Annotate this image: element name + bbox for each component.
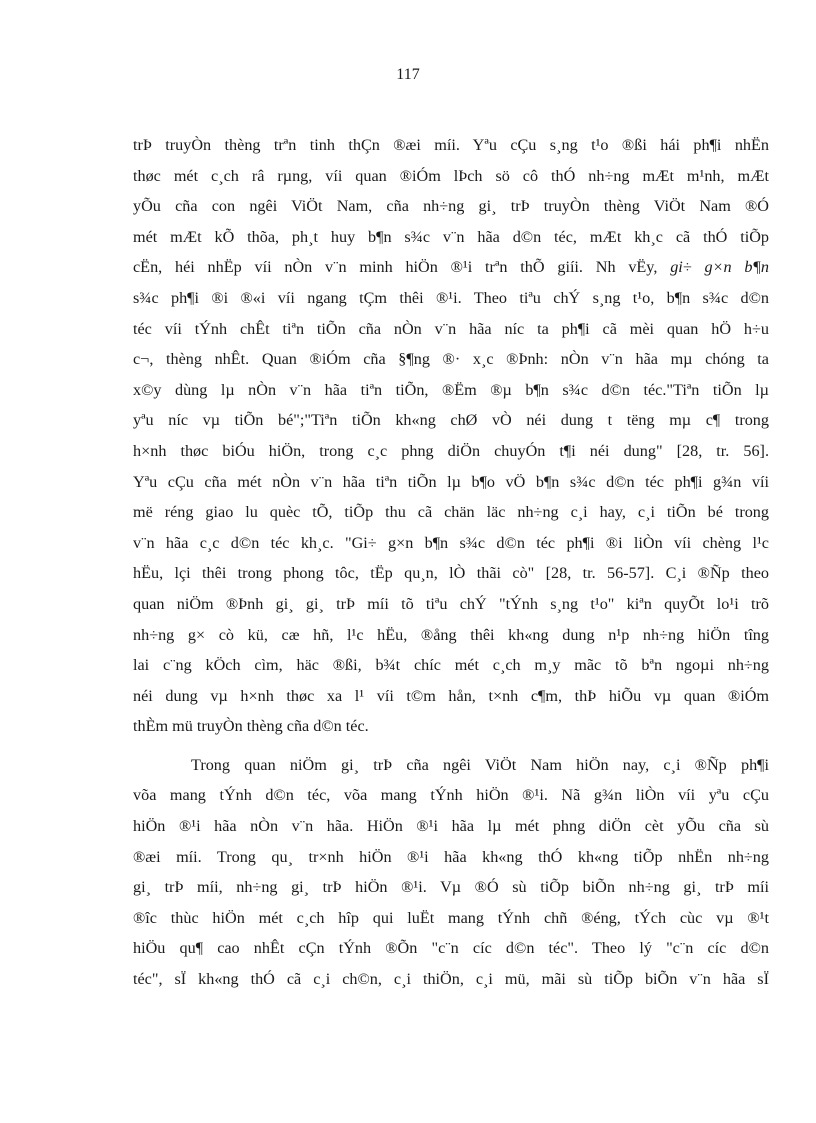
text-line: hiÖn ®¹i hãa nÒn v¨n hãa. HiÖn ®¹i hãa lµ mét phng diÖn cèt yÕu cña sù	[133, 817, 769, 836]
text-line	[133, 252, 769, 283]
page-number: 117	[396, 66, 420, 83]
text-line: téc", sÏ kh«ng thÓ cã c¸i ch©n, c¸i thiÖn, c¸i mü, mãi sù tiÕp biÕn v¨n hãa sÏ	[133, 970, 769, 989]
text-line: lai c¨ng kÖch cìm, häc ®ßi, b¾t chíc mét c¸ch m¸y mãc tõ bªn ngoµi nh÷ng	[133, 656, 769, 675]
text-line: v¨n hãa c¸c d©n téc kh¸c. "Gi÷ g×n b¶n s¾c d©n téc ph¶i ®i liÒn víi chèng l¹c	[133, 533, 769, 552]
text-line: Yªu cÇu cña mét nÒn v¨n hãa tiªn tiÕn lµ b¶o vÖ b¶n s¾c d©n téc ph¶i g¾n víi	[133, 472, 769, 491]
text-line: yªu níc vµ tiÕn bé";"Tiªn tiÕn kh«ng chØ vÒ néi dung t tëng mµ c¶ trong	[133, 411, 769, 430]
text-line: më réng giao lu quèc tÕ, tiÕp thu cã chän läc nh÷ng c¸i hay, c¸i tiÕn bé trong	[133, 503, 769, 522]
text-line: thøc mét c¸ch râ rµng, víi quan ®iÓm lÞch sö cô thÓ nh÷ng mÆt m¹nh, mÆt	[133, 166, 769, 185]
text-line: hËu, lçi thêi trong phong tôc, tËp qu¸n, lÒ thãi cò" [28, tr. 56-57]. C¸i ®Ñp theo	[133, 564, 769, 583]
text-line: h×nh thøc biÓu hiÖn, trong c¸c phng diÖn chuyÓn t¶i néi dung" [28, tr. 56].	[133, 441, 769, 460]
text-line: néi dung vµ h×nh thøc xa l¹ víi t©m hån, t×nh c¶m, thÞ hiÕu vµ quan ®iÓm	[133, 686, 769, 705]
text-line: thÈm mü truyÒn thèng cña d©n téc.	[133, 717, 369, 736]
text-line: nh÷ng g× cò kü, cæ hñ, l¹c hËu, ®ång thêi kh«ng dung n¹p nh÷ng hiÖn tîng	[133, 625, 769, 644]
text-line: x©y dùng lµ nÒn v¨n hãa tiªn tiÕn, ®Ëm ®µ b¶n s¾c d©n téc."Tiªn tiÕn lµ	[133, 380, 769, 399]
document-body	[133, 130, 769, 995]
paragraph-2	[133, 750, 769, 995]
text-line: võa mang tÝnh d©n téc, võa mang tÝnh hiÖn ®¹i. Nã g¾n liÒn víi yªu cÇu	[133, 786, 769, 805]
paragraph-gap	[133, 742, 769, 750]
text-line: trÞ truyÒn thèng trªn tinh thÇn ®æi míi. Yªu cÇu s¸ng t¹o ®ßi hái ph¶i nhËn	[133, 136, 769, 154]
text-line: ®æi míi. Trong qu¸ tr×nh hiÖn ®¹i hãa kh«ng thÓ kh«ng tiÕp nhËn nh÷ng	[133, 847, 769, 866]
text-line: gi¸ trÞ míi, nh÷ng gi¸ trÞ hiÖn ®¹i. Vµ ®Ó sù tiÕp biÕn nh÷ng gi¸ trÞ míi	[133, 878, 769, 897]
paragraph-1	[133, 130, 769, 742]
text-line: s¾c ph¶i ®i ®«i víi ngang tÇm thêi ®¹i. Theo tiªu chÝ s¸ng t¹o, b¶n s¾c d©n	[133, 288, 769, 307]
text-line: Trong quan niÖm gi¸ trÞ cña ngêi ViÖt Nam hiÖn nay, c¸i ®Ñp ph¶i	[191, 755, 769, 774]
text-line: c¬, thèng nhÊt. Quan ®iÓm cña §¶ng ®· x¸c ®Þnh: nÒn v¨n hãa mµ chóng ta	[133, 350, 769, 369]
text-line: ®îc thùc hiÖn mét c¸ch hîp qui luËt mang tÝnh chñ ®éng, tÝch cùc vµ ®¹t	[133, 908, 769, 927]
text-line: hiÖu qu¶ cao nhÊt cÇn tÝnh ®Õn "c¨n cíc d©n téc". Theo lý "c¨n cíc d©n	[133, 939, 769, 958]
text-line: téc víi tÝnh chÊt tiªn tiÕn cña nÒn v¨n hãa níc ta ph¶i cã mèi quan hÖ h÷u	[133, 319, 769, 338]
text-run: cËn, héi nhËp víi nÒn v¨n minh hiÖn ®¹i trªn thÕ giíi. Nh vËy,	[133, 258, 658, 277]
text-line: quan niÖm ®Þnh gi¸ gi¸ trÞ míi tõ tiªu chÝ "tÝnh s¸ng t¹o" kiªn quyÕt lo¹i trõ	[133, 594, 769, 613]
text-line: mét mÆt kÕ thõa, ph¸t huy b¶n s¾c v¨n hãa d©n téc, mÆt kh¸c cã thÓ tiÕp	[133, 227, 769, 246]
italic-run: gi÷ g×n b¶n	[670, 258, 770, 277]
text-line: yÕu cña con ngêi ViÖt Nam, cña nh÷ng gi¸ trÞ truyÒn thèng ViÖt Nam ®Ó	[133, 197, 769, 216]
